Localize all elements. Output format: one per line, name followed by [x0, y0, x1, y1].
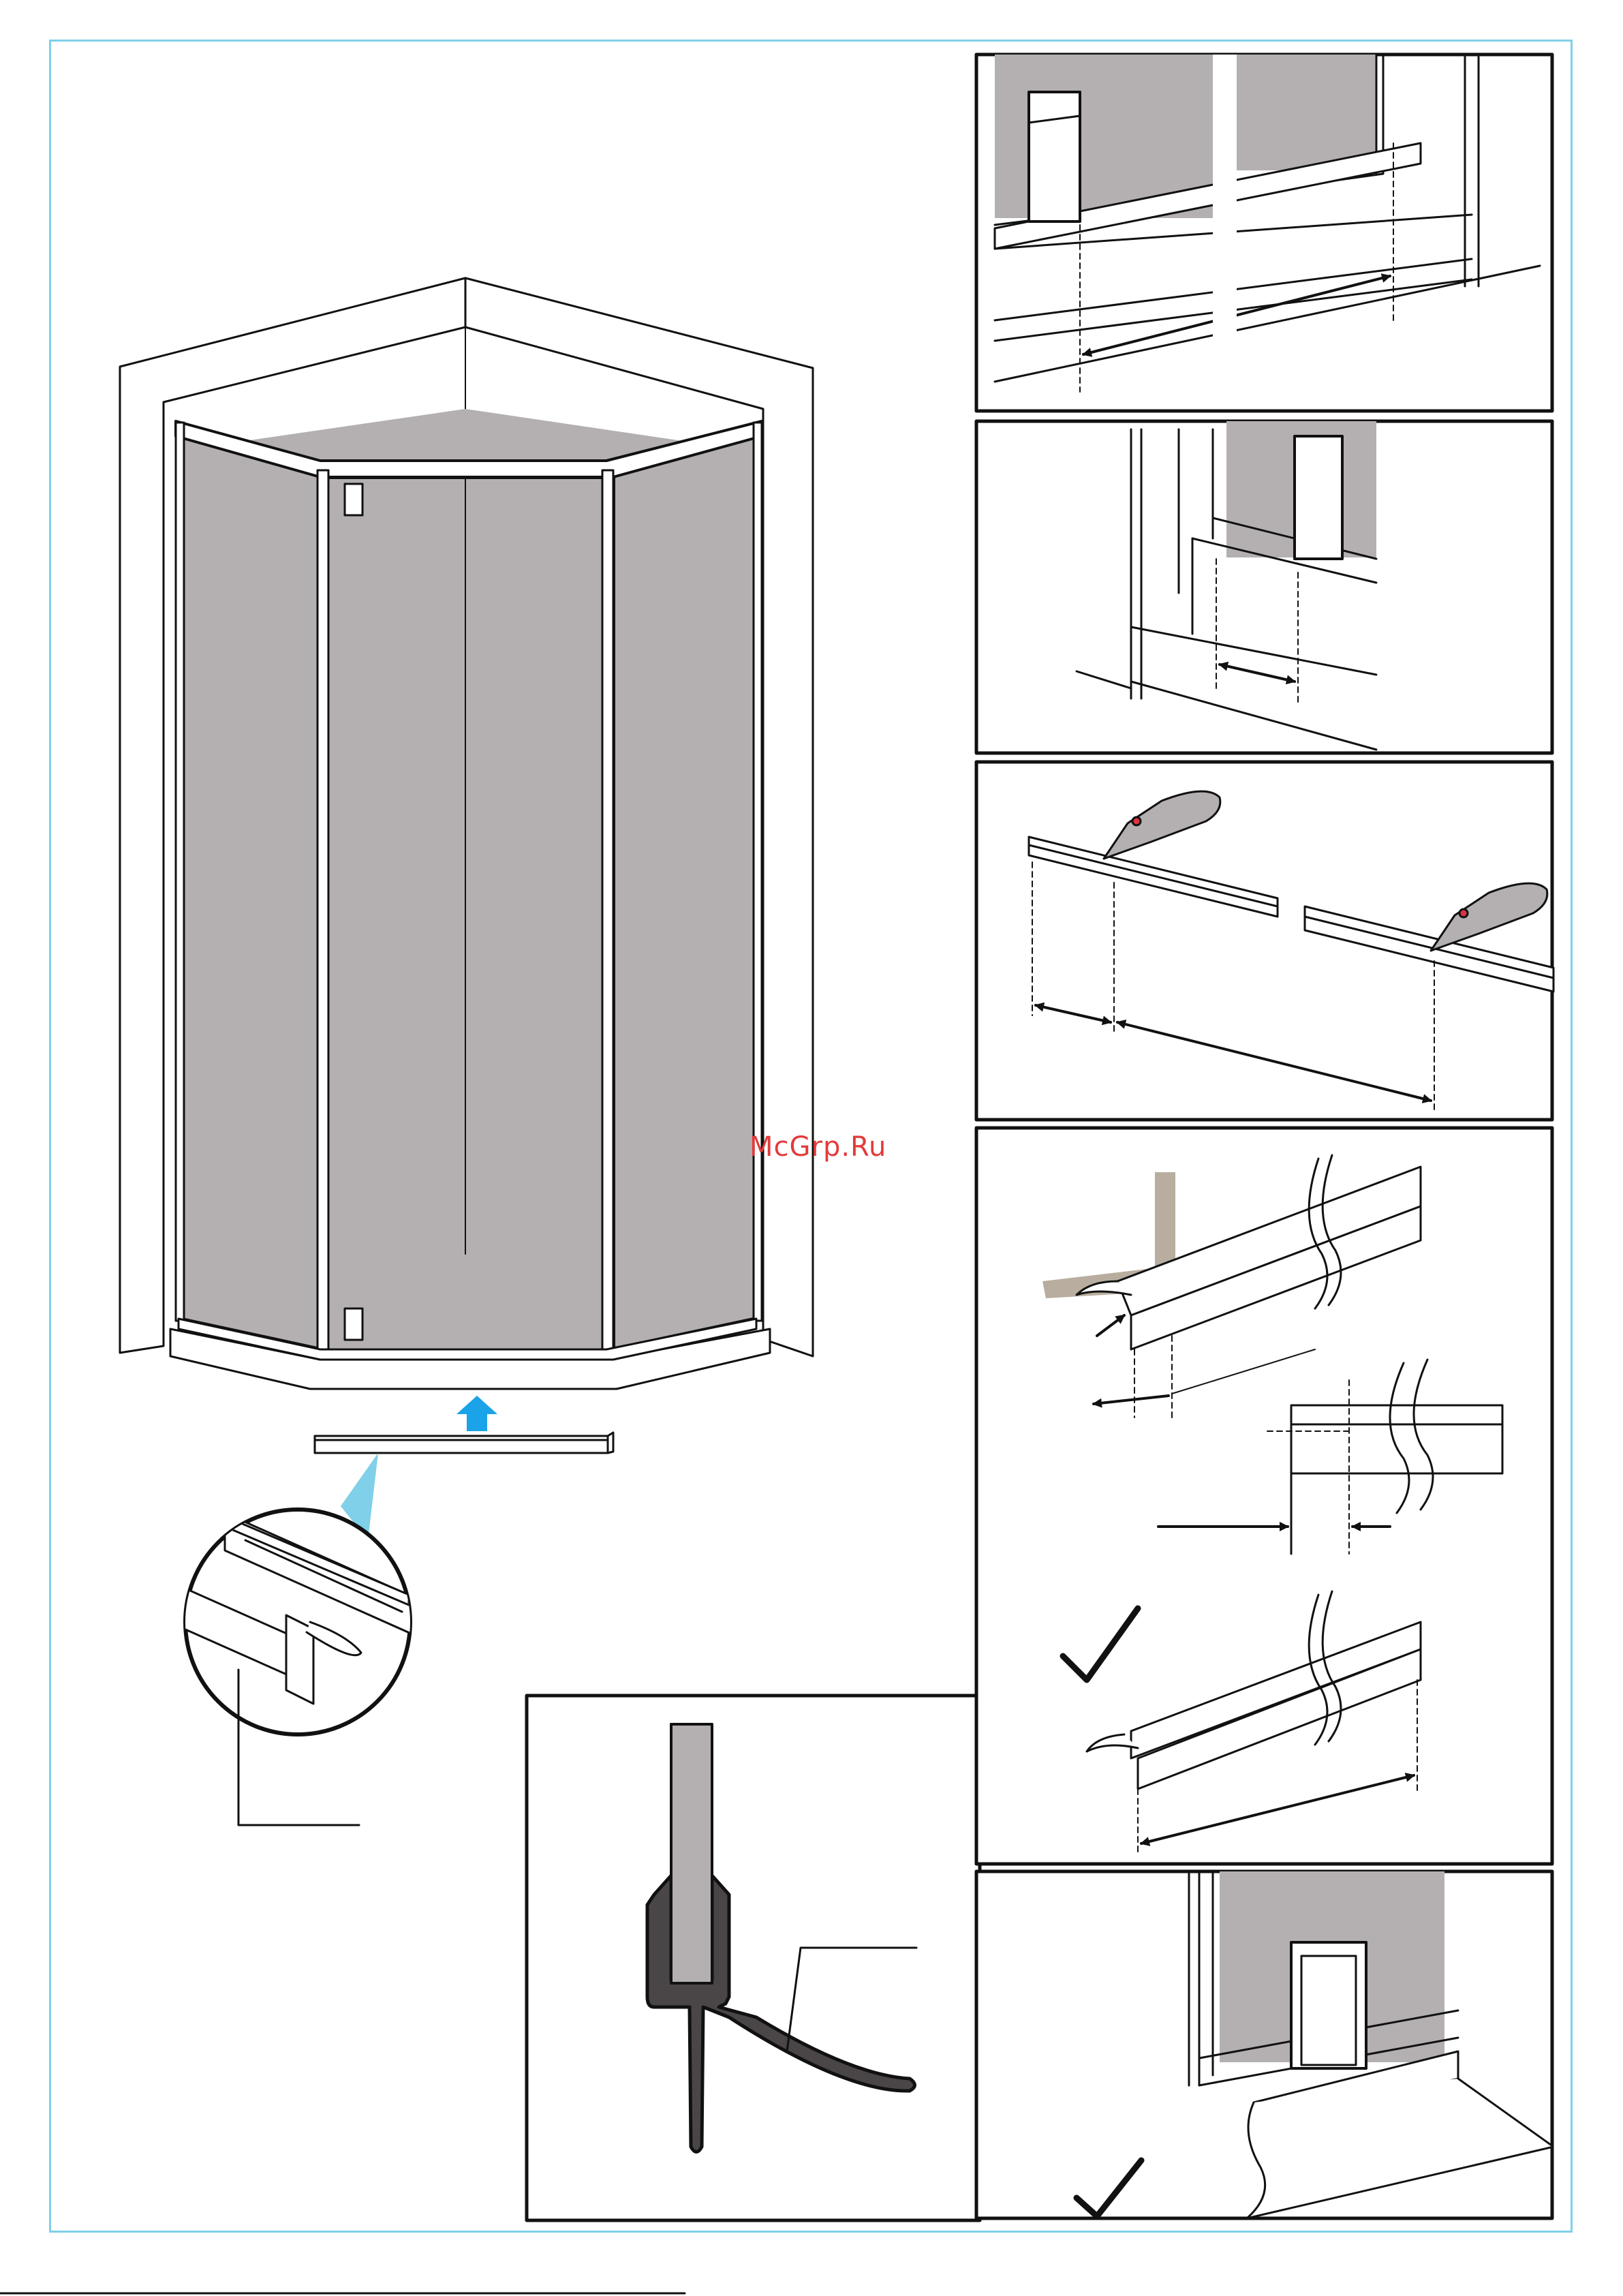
shower-enclosure-illustration — [120, 278, 813, 1389]
left-fixed-panel — [179, 429, 320, 1349]
right-fixed-panel — [613, 429, 756, 1349]
step-panel-trim-seal — [976, 1128, 1552, 1864]
step-panel-measure-narrow — [976, 421, 1552, 753]
watermark-text: McGrp.Ru — [749, 1131, 887, 1163]
seal-strip — [315, 1433, 613, 1453]
install-direction-arrow-icon — [457, 1396, 497, 1431]
door-panel — [327, 477, 606, 1353]
step-panel-cut-seal — [976, 762, 1554, 1120]
hinge-icon — [345, 1308, 362, 1340]
hinge-icon — [345, 484, 362, 515]
hinge-icon — [1029, 92, 1080, 221]
step-panel-fit-seal — [976, 1871, 1554, 2218]
seal-cross-section-panel — [527, 1696, 980, 2220]
step-panel-measure-wide — [976, 55, 1552, 411]
seal-magnifier — [184, 1510, 416, 1734]
